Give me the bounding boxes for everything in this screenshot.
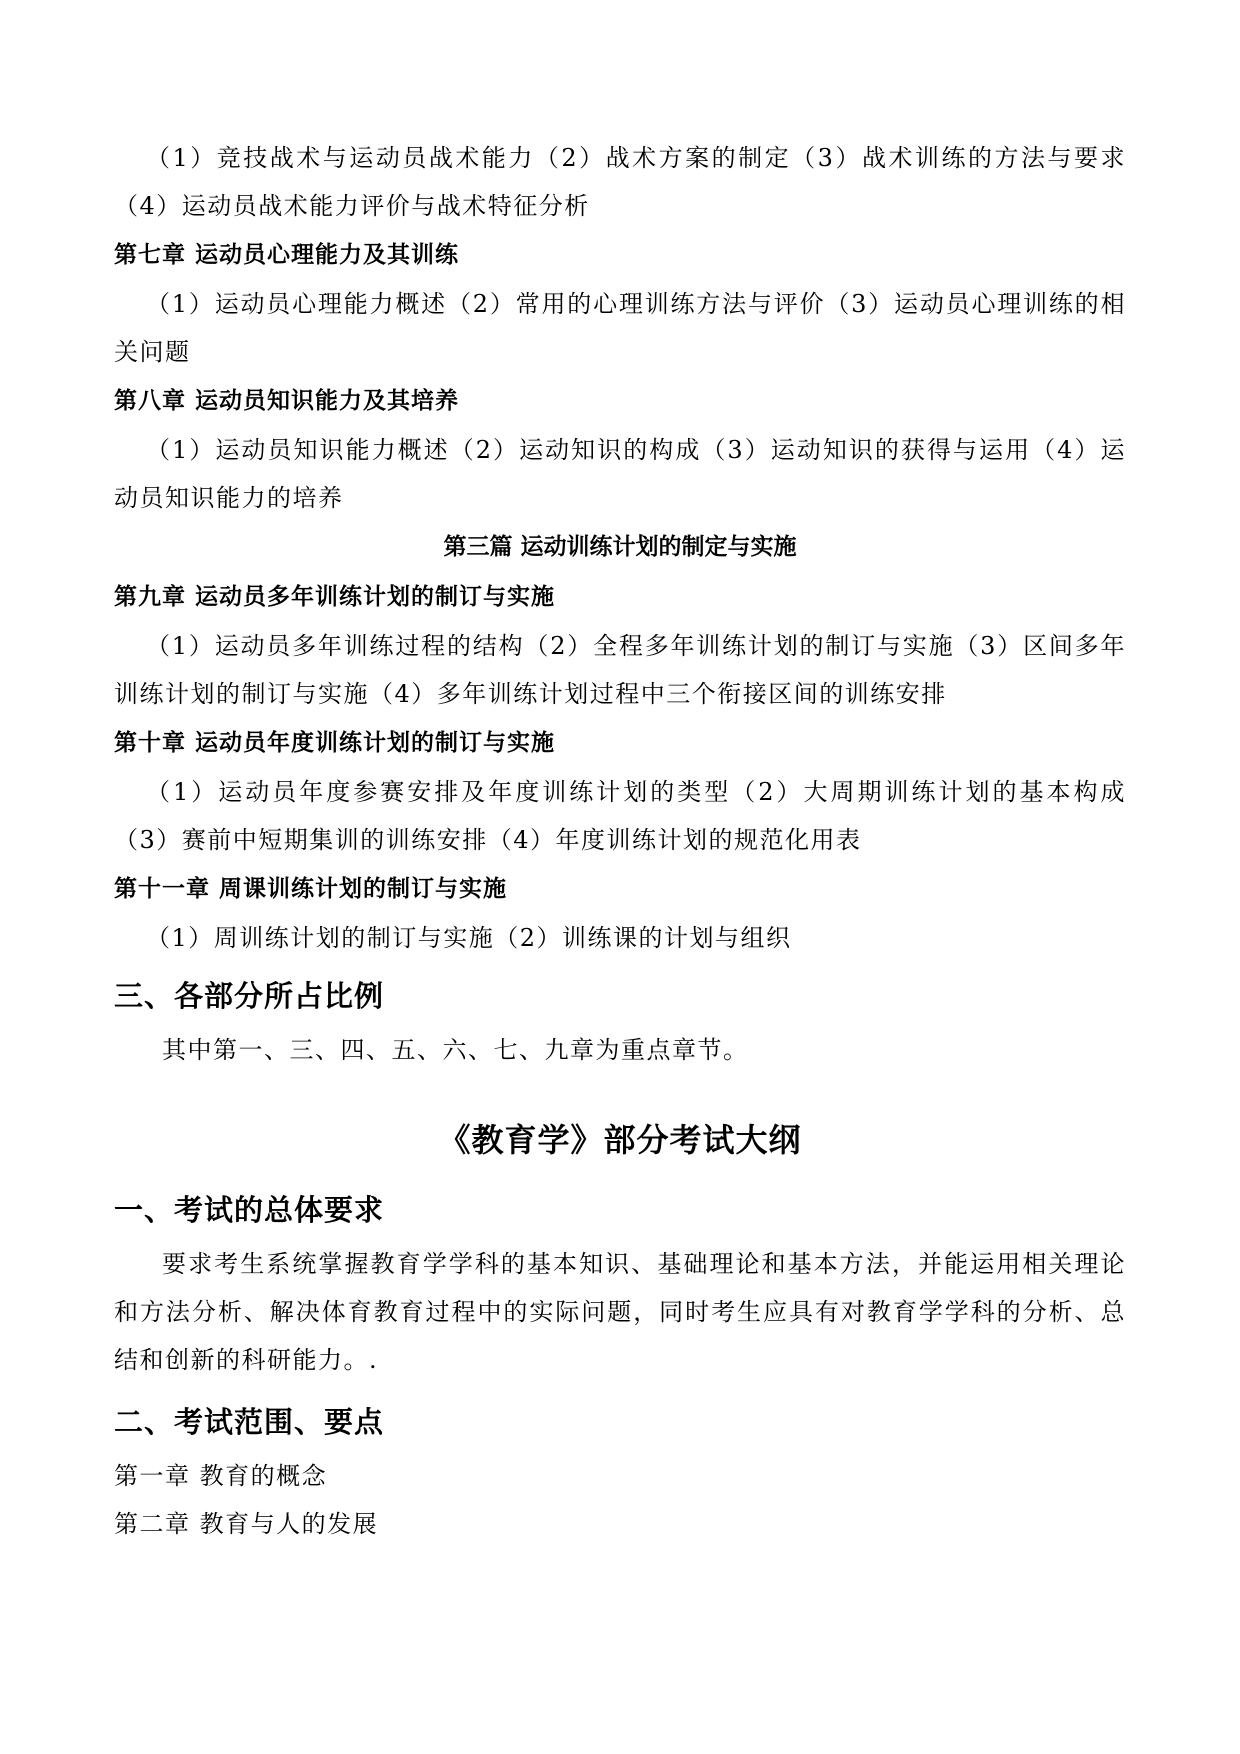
document-page (114, 0, 1126, 1548)
chapter8-heading: 第八章 运动员知识能力及其培养 (114, 388, 460, 414)
section1-content: 要求考生系统掌握教育学学科的基本知识、基础理论和基本方法，并能运用相关理论和方法分析、解决体育教育过程中的实际问题，同时考生应具有对教育学学科的分析、总结和创新的科研能力。. (114, 1250, 1126, 1374)
section2-heading: 二、考试范围、要点 (114, 1405, 385, 1439)
chapter9-content: （1）运动员多年训练过程的结构（2）全程多年训练计划的制订与实施（3）区间多年训练计划的制订与实施（4）多年训练计划过程中三个衔接区间的训练安排 (114, 632, 1126, 708)
chapter10-content: （1）运动员年度参赛安排及年度训练计划的类型（2）大周期训练计划的基本构成（3）赛前中短期集训的训练安排（4）年度训练计划的规范化用表 (114, 778, 1126, 854)
chapter11-heading: 第十一章 周课训练计划的制订与实施 (114, 876, 508, 902)
top-margin (114, 0, 1126, 134)
spacer (114, 1074, 1126, 1110)
chapter7-heading: 第七章 运动员心理能力及其训练 (114, 242, 460, 268)
section3-content: 其中第一、三、四、五、六、七、九章为重点章节。 (162, 1036, 749, 1064)
section1-heading: 一、考试的总体要求 (114, 1193, 385, 1227)
document-title: 《教育学》部分考试大纲 (438, 1121, 802, 1159)
list-item: 第二章 教育与人的发展 (114, 1510, 379, 1538)
chapter7-content: （1）运动员心理能力概述（2）常用的心理训练方法与评价（3）运动员心理训练的相关问题 (114, 290, 1126, 366)
part3-heading: 第三篇 运动训练计划的制定与实施 (443, 534, 797, 560)
chapter11-content: （1）周训练计划的制订与实施（2）训练课的计划与组织 (146, 924, 792, 952)
chapter6-content: （1）竞技战术与运动员战术能力（2）战术方案的制定（3）战术训练的方法与要求（4）运动员战术能力评价与战术特征分析 (114, 144, 1126, 220)
list-item: 第一章 教育的概念 (114, 1462, 328, 1490)
section3-heading: 三、各部分所占比例 (114, 979, 385, 1013)
chapter9-heading: 第九章 运动员多年训练计划的制订与实施 (114, 584, 556, 610)
chapter10-heading: 第十章 运动员年度训练计划的制订与实施 (114, 730, 556, 756)
chapter8-content: （1）运动员知识能力概述（2）运动知识的构成（3）运动知识的获得与运用（4）运动员知识能力的培养 (114, 436, 1126, 512)
